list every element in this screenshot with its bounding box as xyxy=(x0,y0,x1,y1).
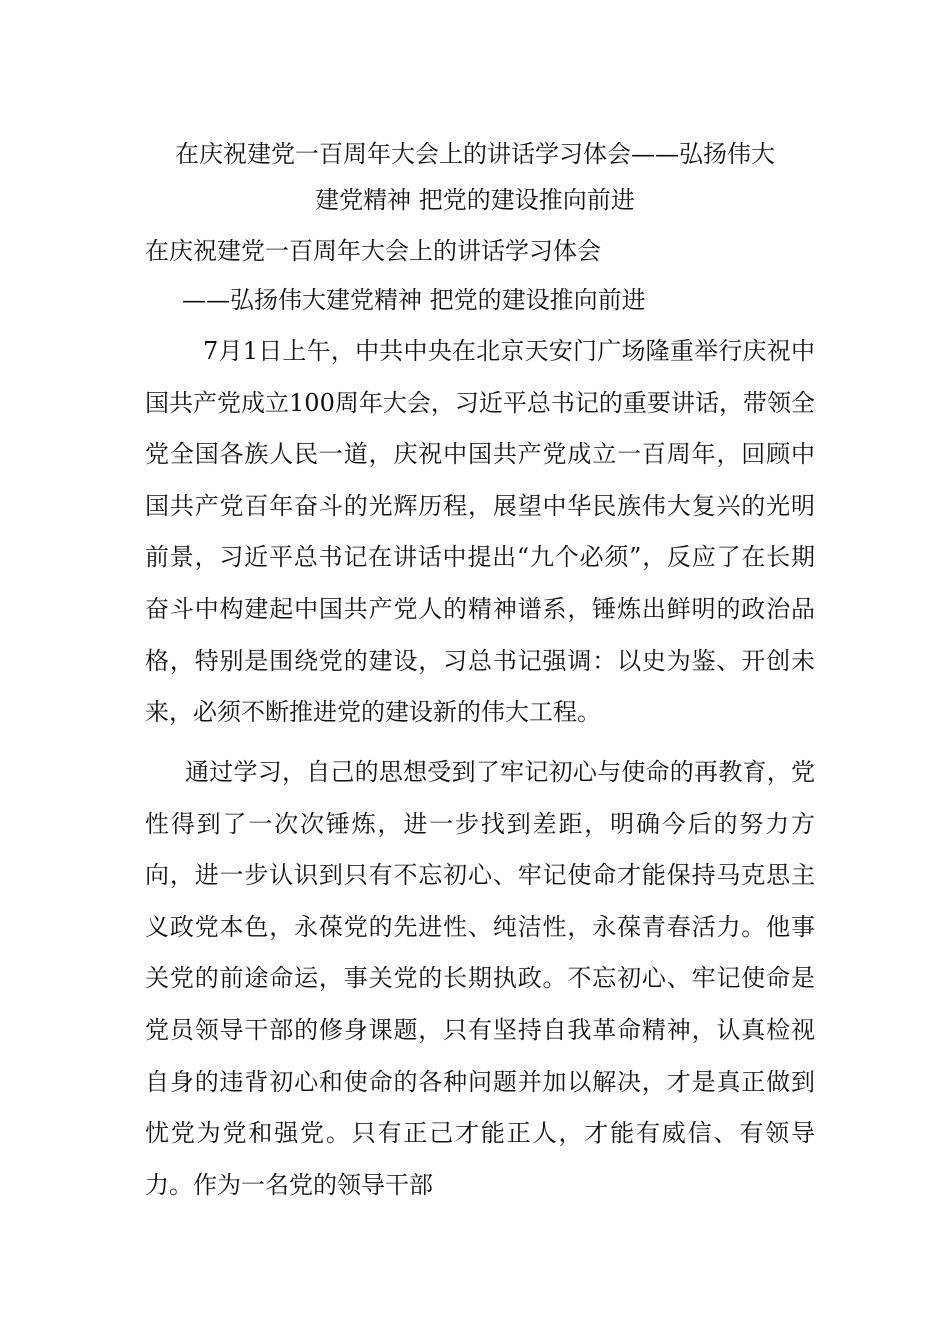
body-paragraph-1: 7月1日上午，中共中央在北京天安门广场隆重举行庆祝中国共产党成立100周年大会，习近平总书记的重要讲话，带领全党全国各族人民一道，庆祝中国共产党成立一百周年，回顾中国共产党百年奋斗的光辉历程，展望中华民族伟大复兴的光明前景，习近平总书记在讲话中提出“九个必须”，反应了在长期奋斗中构建起中国共产党人的精神谱系，锤炼出鲜明的政治品格，特别是围绕党的建设，习总书记强调：以史为鉴、开创未来，必须不断推进党的建设新的伟大工程。 xyxy=(145,337,815,727)
subtitle-line-1: 在庆祝建党一百周年大会上的讲话学习体会 xyxy=(145,237,601,265)
title-line-1: 在庆祝建党一百周年大会上的讲话学习体会——弘扬伟大 xyxy=(175,140,775,168)
body-paragraph-2: 通过学习，自己的思想受到了牢记初心与使命的再教育，党性得到了一次次锤炼，进一步找到差距，明确今后的努力方向，进一步认识到只有不忘初心、牢记使命才能保持马克思主义政党本色，永葆党的先进性、纯洁性，永葆青春活力。他事关党的前途命运，事关党的长期执政。不忘初心、牢记使命是党员领导干部的修身课题，只有坚持自我革命精神，认真检视自身的违背初心和使命的各种问题并加以解决，才是真正做到忧党为党和强党。只有正己才能正人，才能有威信、有领导力。作为一名党的领导干部 xyxy=(145,758,815,1199)
subtitle-line-2: ——弘扬伟大建党精神 把党的建设推向前进 xyxy=(182,286,646,314)
title-line-2: 建党精神 把党的建设推向前进 xyxy=(315,186,635,214)
